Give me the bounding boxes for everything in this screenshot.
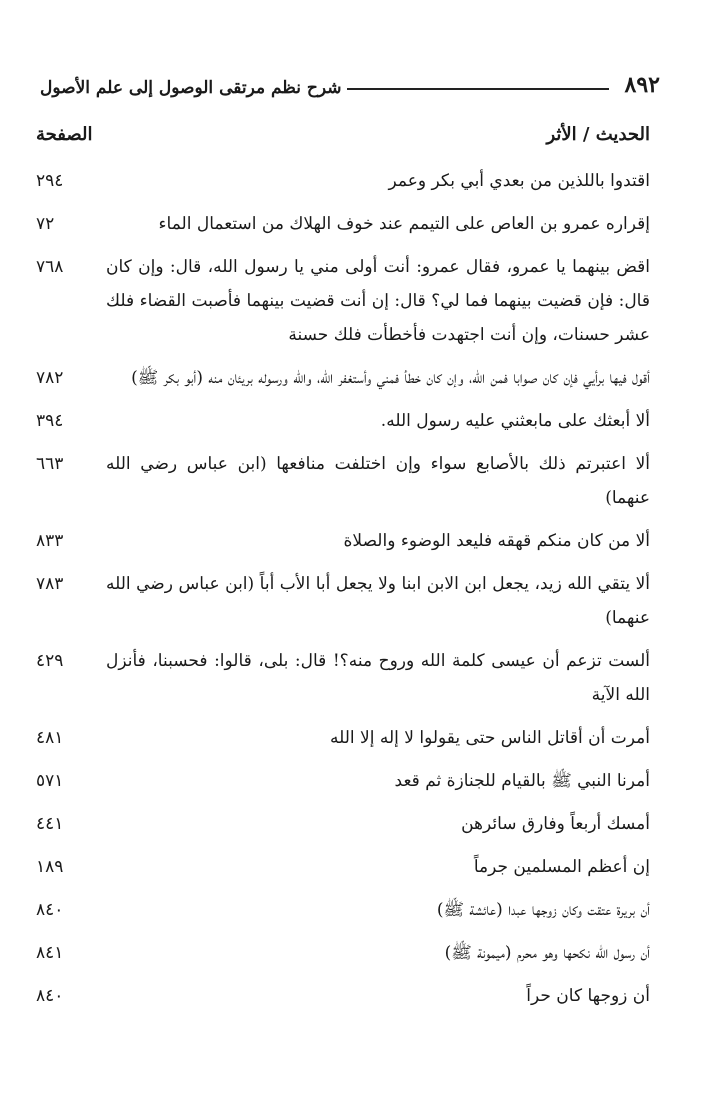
entry-page-number: ٧٦٨ (36, 257, 64, 277)
entry-text: اقض بينهما يا عمرو، فقال عمرو: أنت أولى مني يا رسول الله، قال: وإن كان قال: فإن قضيت بينهما فما لي؟ قال: إن أنت قضيت بينهما فأصبت القضاء فلك عشر حسنات، وإن أنت اجتهدت فأخطأت فلك حسنة (106, 257, 650, 345)
index-entry (36, 893, 650, 927)
entry-text: أمرنا النبي ﷺ بالقيام للجنازة ثم قعد (394, 771, 650, 791)
index-entry (36, 164, 650, 198)
entry-page-number: ٤٤١ (36, 814, 64, 834)
entry-text: ألست تزعم أن عيسى كلمة الله وروح منه؟! قال: بلى، قالوا: فحسبنا، فأنزل الله الآية (106, 651, 650, 705)
entry-text: ألا يتقي الله زيد، يجعل ابن الابن ابنا ولا يجعل أبا الأب أباً (ابن عباس رضي الله عنهما) (106, 574, 650, 628)
entry-page-number: ٧٨٣ (36, 574, 64, 594)
entry-page-number: ٨٣٣ (36, 531, 64, 551)
entry-text: أن رسول الله نكحها وهو محرم (ميمونة ﷺ) (444, 943, 650, 963)
page-number: ٨٩٢ (624, 72, 660, 98)
index-entry (36, 447, 650, 515)
entry-page-number: ٧٢ (36, 214, 55, 234)
index-entry (36, 721, 650, 755)
entry-text: إقراره عمرو بن العاص على التيمم عند خوف الهلاك من استعمال الماء (158, 214, 650, 234)
index-entry (36, 979, 650, 1013)
index-entry (36, 250, 650, 352)
index-entry (36, 850, 650, 884)
index-entry (36, 207, 650, 241)
entry-page-number: ٤٨١ (36, 728, 64, 748)
entry-page-number: ٨٤٠ (36, 986, 64, 1006)
index-entry (36, 567, 650, 635)
index-entry (36, 936, 650, 970)
index-entries (36, 164, 650, 1022)
index-entry (36, 361, 650, 395)
entry-page-number: ٨٤١ (36, 943, 64, 963)
entry-text: ألا اعتبرتم ذلك بالأصابع سواء وإن اختلفت منافعها (ابن عباس رضي الله عنهما) (106, 454, 650, 508)
entry-page-number: ٨٤٠ (36, 900, 64, 920)
entry-page-number: ٢٩٤ (36, 171, 64, 191)
column-headers (36, 124, 650, 154)
entry-text: ألا أبعثك على مابعثني عليه رسول الله. (380, 411, 650, 431)
entry-page-number: ٤٢٩ (36, 651, 64, 671)
entry-page-number: ٦٦٣ (36, 454, 64, 474)
entry-page-number: ٣٩٤ (36, 411, 64, 431)
entry-page-number: ٥٧١ (36, 771, 64, 791)
book-title: شرح نظم مرتقى الوصول إلى علم الأصول (40, 78, 342, 98)
entry-text: أمسك أربعاً وفارق سائرهن (461, 814, 650, 834)
index-entry (36, 807, 650, 841)
hadith-column-header: الحديث / الأثر (546, 124, 650, 145)
entry-text: ألا من كان منكم قهقه فليعد الوضوء والصلاة (343, 531, 650, 551)
running-header (40, 68, 660, 98)
header-rule (347, 88, 608, 90)
index-entry (36, 644, 650, 712)
entry-text: إن أعظم المسلمين جرماً (473, 857, 650, 877)
index-entry (36, 764, 650, 798)
index-entry (36, 404, 650, 438)
page-column-header: الصفحة (36, 124, 93, 145)
entry-text: أقول فيها برأيي فإن كان صوابا فمن الله، وإن كان خطأ فمني وأستغفر الله، والله ورسوله بريئان منه (أبو بكر ﷺ) (131, 368, 650, 388)
entry-text: اقتدوا باللذين من بعدي أبي بكر وعمر (388, 171, 650, 191)
entry-text: أن بريرة عتقت وكان زوجها عبدا (عائشة ﷺ) (436, 900, 650, 920)
entry-page-number: ١٨٩ (36, 857, 64, 877)
entry-page-number: ٧٨٢ (36, 368, 64, 388)
index-entry (36, 524, 650, 558)
entry-text: أن زوجها كان حراً (526, 986, 650, 1006)
entry-text: أمرت أن أقاتل الناس حتى يقولوا لا إله إلا الله (329, 728, 650, 748)
